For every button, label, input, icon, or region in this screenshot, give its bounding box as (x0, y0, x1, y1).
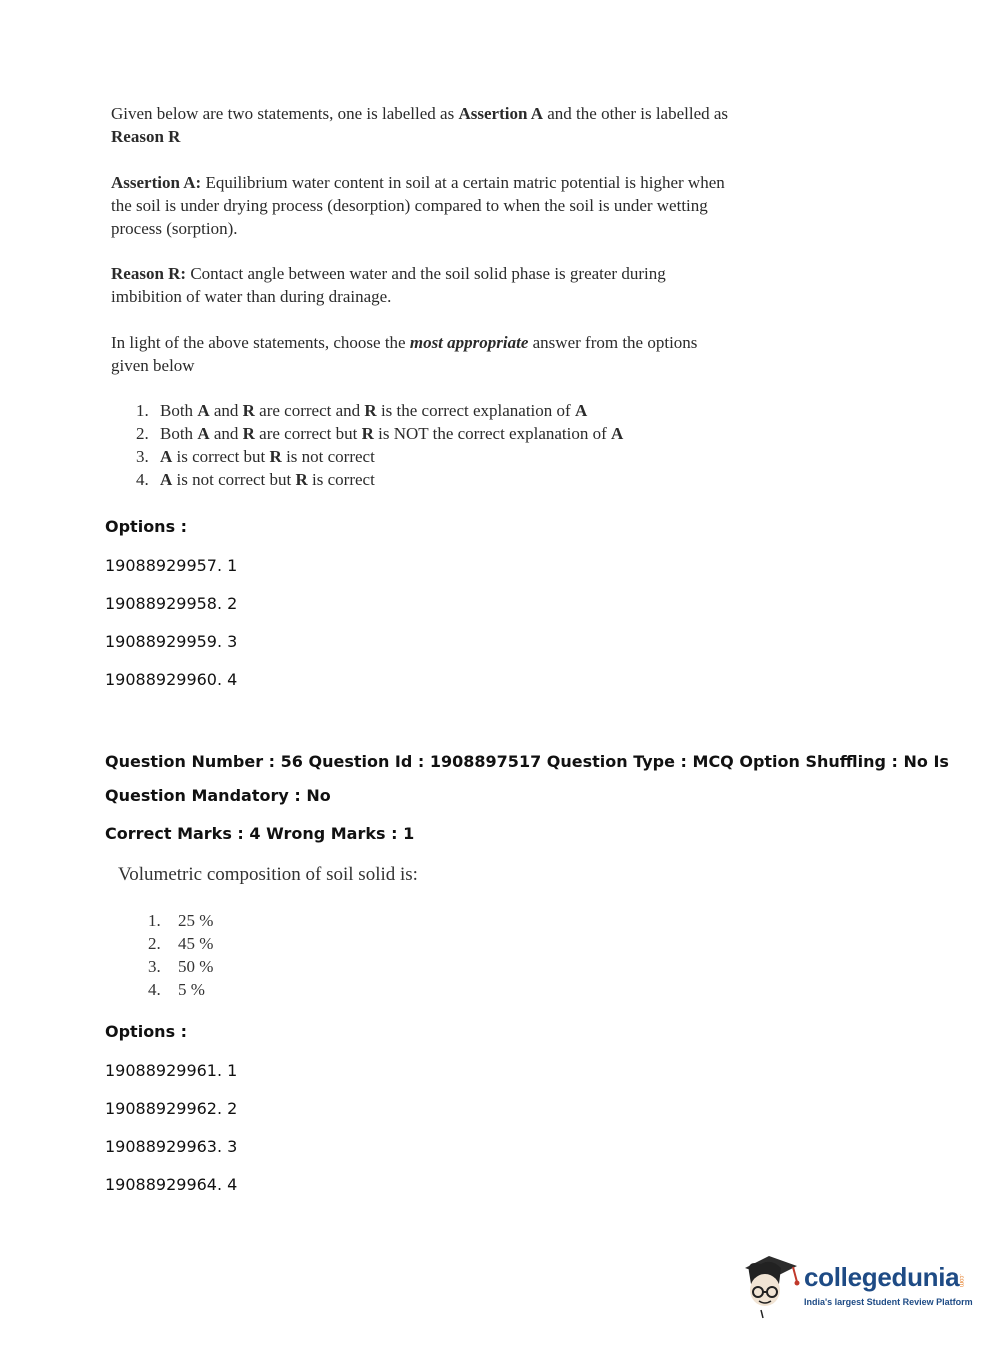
q2-option: 19088929964. 4 (105, 1175, 238, 1194)
q2-choice: 4. 5 % (148, 980, 205, 999)
q1-assertion: Assertion A: Equilibrium water content in soil at a certain matric potential is higher when the soil is under drying process (desorption) compared to when the soil is under wetting process (sorption). (111, 173, 725, 238)
q2-marks: Correct Marks : 4 Wrong Marks : 1 (105, 824, 415, 843)
q1-option: 19088929957. 1 (105, 556, 238, 575)
q1-choice: 3. A is correct but R is not correct (136, 447, 375, 466)
q2-question: Volumetric composition of soil solid is: (118, 864, 418, 885)
q1-choice: 1. Both A and R are correct and R is the correct explanation of A (136, 401, 588, 420)
q1-option: 19088929958. 2 (105, 594, 238, 613)
q2-option: 19088929963. 3 (105, 1137, 238, 1156)
q2-header-line2: Question Mandatory : No (105, 786, 331, 805)
q1-option: 19088929959. 3 (105, 632, 238, 651)
q1-choice-list (136, 399, 623, 491)
q1-option: 19088929960. 4 (105, 670, 238, 689)
q1-choice: 2. Both A and R are correct but R is NOT the correct explanation of A (136, 424, 624, 443)
brand-tagline: India's largest Student Review Platform (804, 1297, 973, 1307)
brand-name: collegedunia (804, 1262, 960, 1292)
q2-choice: 2. 45 % (148, 934, 214, 953)
q2-choice: 3. 50 % (148, 957, 214, 976)
q1-instruction: In light of the above statements, choose the most appropriate answer from the options given below (111, 333, 698, 375)
q1-reason: Reason R: Contact angle between water and the soil solid phase is greater during imbibition of water than during drainage. (111, 264, 666, 306)
q2-choice: 1. 25 % (148, 911, 214, 930)
q2-choice-list (148, 909, 213, 1001)
collegedunia-mascot-icon (741, 1250, 801, 1320)
brand-dotcom: .com (958, 1274, 964, 1288)
q2-header-line1: Question Number : 56 Question Id : 1908897517 Question Type : MCQ Option Shuffling : No Is (105, 752, 949, 771)
q2-options-label: Options : (105, 1022, 188, 1041)
q2-option: 19088929962. 2 (105, 1099, 238, 1118)
q1-options-label: Options : (105, 517, 188, 536)
q1-choice: 4. A is not correct but R is correct (136, 470, 375, 489)
q1-intro: Given below are two statements, one is labelled as Assertion A and the other is labelled as Reason R (111, 104, 729, 146)
q2-option: 19088929961. 1 (105, 1061, 238, 1080)
